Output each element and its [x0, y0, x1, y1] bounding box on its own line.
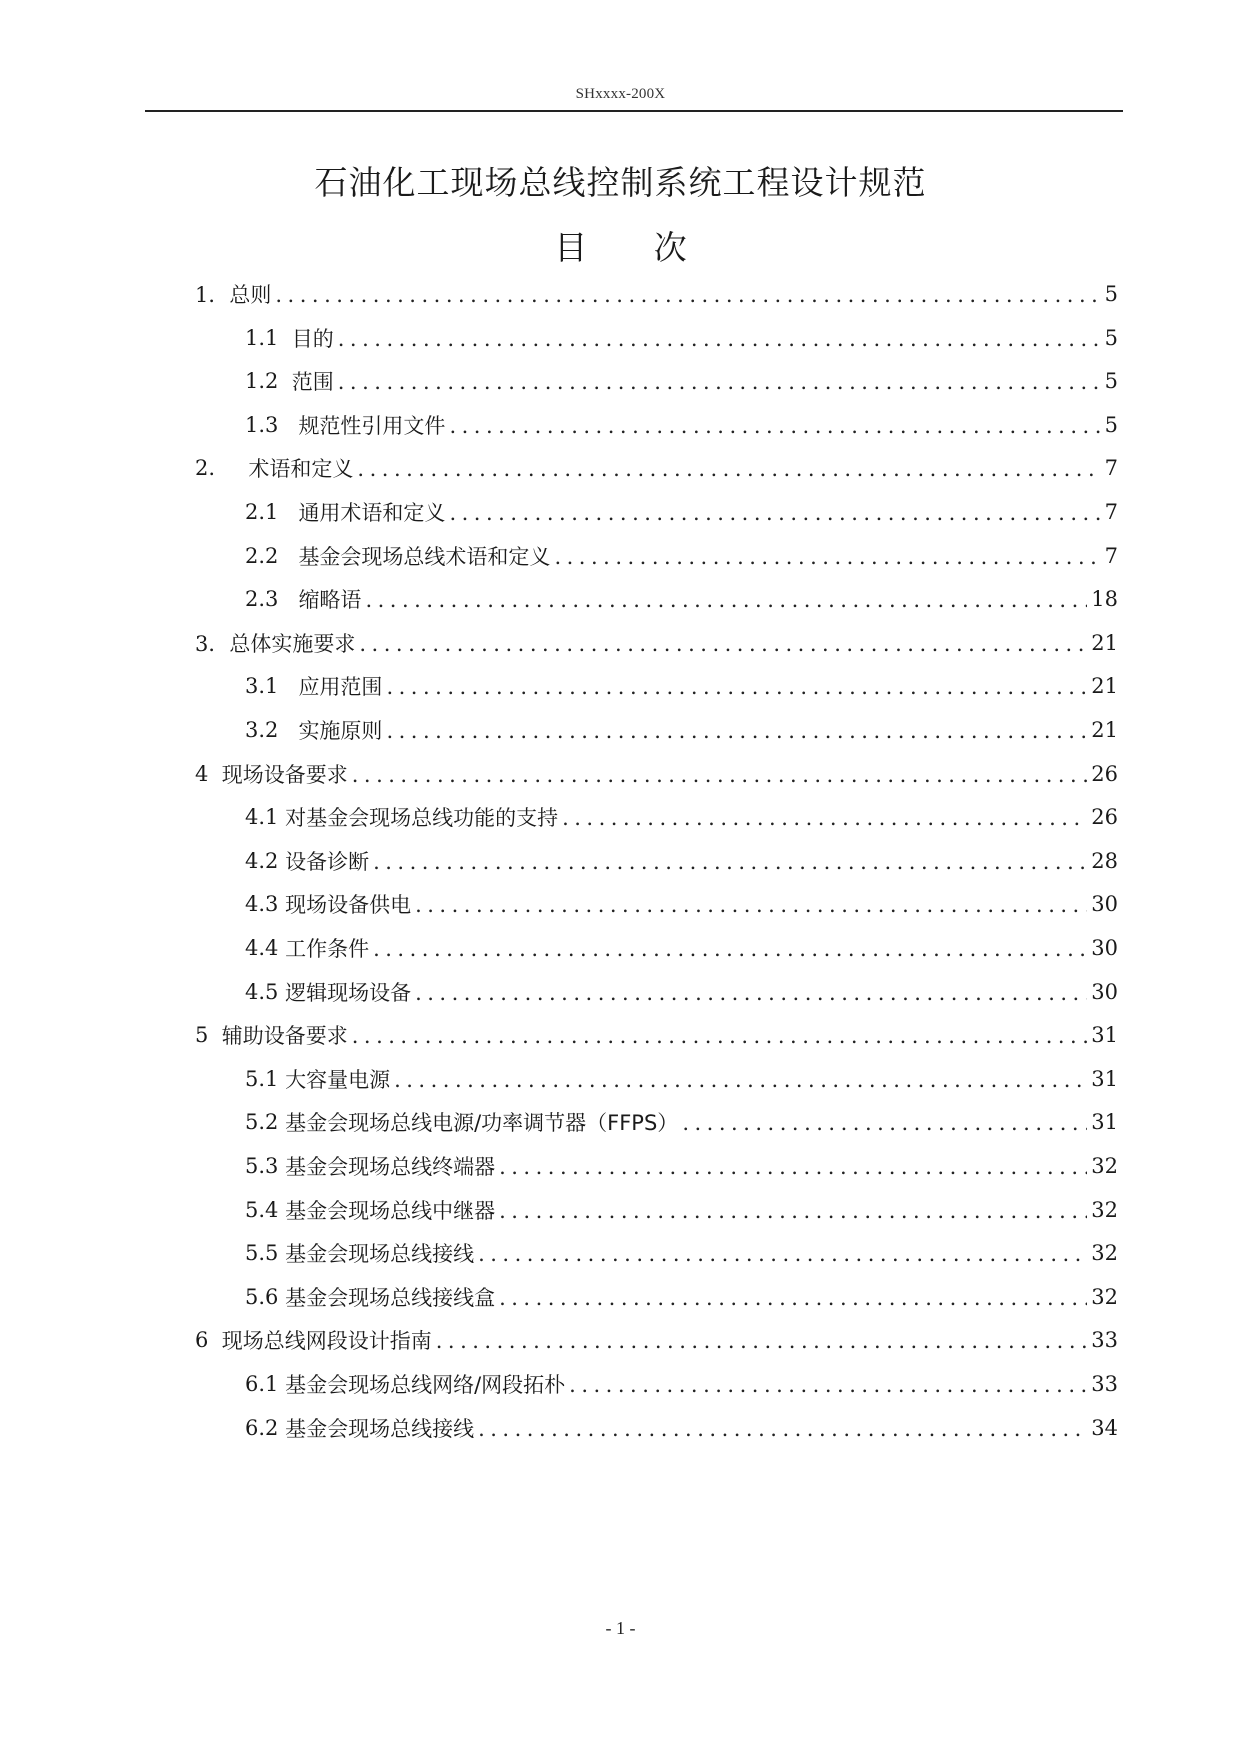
toc-dot-leader — [449, 501, 1100, 525]
page-number: - 1 - — [605, 1618, 636, 1638]
toc-entry[interactable] — [245, 1106, 1118, 1138]
toc-entry-number: 5.4 — [245, 1197, 286, 1222]
toc-entry-number: 2.1 — [245, 500, 299, 524]
toc-entry-page: 7 — [1104, 500, 1118, 524]
toc-dot-leader — [386, 675, 1087, 699]
toc-dot-leader — [275, 283, 1100, 307]
toc-entry-page: 18 — [1091, 587, 1118, 612]
toc-entry-label: 应用范围 — [298, 675, 383, 700]
toc-dot-leader — [499, 1199, 1087, 1223]
toc-entry-label: 对基金会现场总线功能的支持 — [285, 806, 559, 831]
toc-entry-page: 26 — [1091, 805, 1118, 830]
toc-entry-number: 2.3 — [245, 587, 299, 612]
toc-entry-page: 33 — [1091, 1372, 1118, 1396]
toc-entry-number: 4.1 — [245, 805, 286, 830]
toc-entry[interactable] — [245, 845, 1118, 877]
toc-entry[interactable] — [245, 540, 1118, 572]
toc-entry-page: 32 — [1091, 1154, 1118, 1178]
toc-entry-number: 3.1 — [245, 674, 299, 699]
toc-entry-number: 4.5 — [245, 979, 286, 1004]
toc-dot-leader — [554, 545, 1100, 569]
toc-dot-leader — [499, 1155, 1087, 1179]
toc-entry-page: 31 — [1091, 1066, 1118, 1091]
toc-dot-leader — [436, 1329, 1088, 1353]
toc-entry-label: 辅助设备要求 — [221, 1024, 348, 1049]
toc-entry-label: 通用术语和定义 — [298, 501, 446, 525]
toc-entry-number: 4.2 — [245, 848, 286, 873]
toc-entry-number: 6.2 — [245, 1415, 286, 1440]
toc-dot-leader — [415, 893, 1087, 917]
toc-entry-page: 5 — [1104, 325, 1118, 350]
toc-entry[interactable] — [245, 365, 1118, 397]
toc-entry-label: 目的 — [291, 326, 334, 351]
toc-entry-number: 4 — [195, 761, 222, 786]
toc-entry[interactable] — [195, 627, 1118, 659]
toc-entry-page: 21 — [1091, 718, 1118, 742]
toc-entry[interactable] — [245, 1281, 1118, 1313]
toc-dot-leader — [373, 850, 1087, 874]
toc-entry[interactable] — [245, 1194, 1118, 1226]
toc-entry-page: 30 — [1091, 979, 1118, 1004]
toc-entry-number: 5.6 — [245, 1284, 286, 1309]
toc-entry-number: 3． — [195, 631, 230, 656]
toc-entry[interactable] — [245, 1063, 1118, 1095]
toc-entry-number: 3.2 — [245, 718, 299, 742]
toc-entry-page: 5 — [1104, 369, 1118, 394]
toc-entry-label: 缩略语 — [298, 588, 362, 613]
toc-dot-leader — [352, 763, 1088, 787]
toc-entry-number: 4.4 — [245, 936, 286, 960]
document-title: 石油化工现场总线控制系统工程设计规范 — [314, 163, 927, 202]
toc-entry-label: 大容量电源 — [285, 1067, 391, 1092]
toc-entry-page: 28 — [1091, 848, 1118, 873]
toc-entry-label: 现场总线网段设计指南 — [221, 1329, 432, 1354]
toc-entry-label: 基金会现场总线终端器 — [285, 1155, 496, 1179]
toc-entry-label: 现场设备要求 — [221, 762, 348, 787]
toc-entry-page: 33 — [1091, 1328, 1118, 1353]
toc-entry-page: 21 — [1091, 630, 1118, 655]
toc-dot-leader — [682, 1111, 1087, 1135]
toc-entry-page: 30 — [1091, 892, 1118, 917]
toc-entry-number: 1.3 — [245, 412, 299, 437]
toc-entry[interactable] — [245, 670, 1118, 702]
toc-dot-leader — [338, 327, 1101, 351]
header-rule — [145, 110, 1123, 112]
toc-heading: 目 次 — [554, 228, 715, 267]
toc-dot-leader — [352, 1024, 1088, 1048]
toc-entry[interactable] — [245, 1150, 1118, 1182]
toc-entry-label: 现场设备供电 — [285, 893, 412, 918]
toc-entry[interactable] — [245, 976, 1118, 1008]
toc-entry[interactable] — [245, 583, 1118, 615]
toc-dot-leader — [478, 1417, 1087, 1441]
toc-entry[interactable] — [195, 278, 1118, 310]
toc-dot-leader — [478, 1242, 1087, 1266]
toc-entry-number: 5.5 — [245, 1241, 286, 1266]
toc-dot-leader — [386, 719, 1087, 743]
toc-entry-label: 术语和定义 — [248, 457, 354, 482]
toc-entry-page: 34 — [1091, 1415, 1118, 1440]
toc-entry-number: 5.1 — [245, 1066, 286, 1091]
toc-entry-page: 26 — [1091, 761, 1118, 786]
toc-entry-number: 5.2 — [245, 1110, 286, 1135]
toc-entry-number: 2.2 — [245, 543, 299, 568]
toc-entry[interactable] — [245, 932, 1118, 964]
toc-entry-number: 4.3 — [245, 892, 286, 917]
toc-entry-label: 基金会现场总线网络/网段拓朴 — [285, 1373, 566, 1397]
toc-entry-label: 规范性引用文件 — [298, 413, 446, 438]
toc-entry[interactable] — [195, 1019, 1118, 1051]
toc-entry-page: 5 — [1104, 282, 1118, 306]
toc-entry-page: 31 — [1091, 1023, 1118, 1048]
toc-entry[interactable] — [245, 801, 1118, 833]
toc-entry[interactable] — [245, 496, 1118, 528]
toc-entry-number: 5.3 — [245, 1154, 286, 1178]
toc-entry-number: 5 — [195, 1023, 222, 1048]
toc-entry[interactable] — [195, 452, 1118, 484]
toc-dot-leader — [394, 1068, 1087, 1092]
toc-entry-number: 6.1 — [245, 1372, 286, 1396]
toc-entry[interactable] — [245, 409, 1118, 441]
toc-dot-leader — [338, 370, 1101, 394]
toc-entry-page: 32 — [1091, 1284, 1118, 1309]
toc-entry-page: 31 — [1091, 1110, 1118, 1135]
toc-entry[interactable] — [245, 1237, 1118, 1269]
toc-entry-label: 工作条件 — [285, 937, 370, 961]
toc-entry-label: 基金会现场总线接线 — [285, 1242, 475, 1267]
toc-entry[interactable] — [245, 1412, 1118, 1444]
toc-entry-label: 基金会现场总线电源/功率调节器（FFPS） — [285, 1111, 679, 1136]
header-document-code: SHxxxx-200X — [575, 86, 666, 102]
toc-entry-page: 7 — [1104, 456, 1118, 481]
toc-dot-leader — [373, 937, 1087, 961]
toc-entry-label: 实施原则 — [298, 719, 383, 743]
toc-entry-page: 32 — [1091, 1241, 1118, 1266]
toc-entry[interactable] — [245, 1368, 1118, 1400]
toc-dot-leader — [415, 981, 1087, 1005]
toc-entry-number: 2. — [195, 456, 249, 481]
toc-entry-label: 范围 — [291, 370, 334, 395]
toc-dot-leader — [449, 414, 1100, 438]
toc-entry-page: 7 — [1104, 543, 1118, 568]
toc-entry-page: 32 — [1091, 1197, 1118, 1222]
toc-entry-label: 基金会现场总线术语和定义 — [298, 544, 551, 569]
toc-entry-number: 1.2 — [245, 369, 292, 394]
toc-entry-label: 基金会现场总线中继器 — [285, 1198, 496, 1223]
toc-entry[interactable] — [195, 758, 1118, 790]
toc-entry[interactable] — [245, 888, 1118, 920]
toc-entry-page: 21 — [1091, 674, 1118, 699]
toc-entry-label: 总体实施要求 — [229, 631, 356, 656]
toc-entry-label: 逻辑现场设备 — [285, 980, 412, 1005]
toc-entry-label: 基金会现场总线接线盒 — [285, 1285, 496, 1310]
toc-entry-page: 30 — [1091, 936, 1118, 960]
toc-entry-label: 设备诊断 — [285, 849, 370, 874]
toc-entry[interactable] — [245, 322, 1118, 354]
toc-entry[interactable] — [245, 714, 1118, 746]
toc-dot-leader — [359, 632, 1087, 656]
toc-entry-label: 基金会现场总线接线 — [285, 1416, 475, 1441]
toc-entry[interactable] — [195, 1324, 1118, 1356]
toc-entry-page: 5 — [1104, 412, 1118, 437]
toc-dot-leader — [357, 457, 1100, 481]
toc-entry-number: 1.1 — [245, 325, 292, 350]
toc-dot-leader — [562, 806, 1087, 830]
toc-dot-leader — [499, 1286, 1087, 1310]
toc-entry-label: 总则 — [229, 283, 272, 307]
toc-entry-number: 1． — [195, 283, 230, 307]
toc-dot-leader — [365, 588, 1087, 612]
toc-entry-number: 6 — [195, 1328, 222, 1353]
toc-dot-leader — [569, 1373, 1087, 1397]
